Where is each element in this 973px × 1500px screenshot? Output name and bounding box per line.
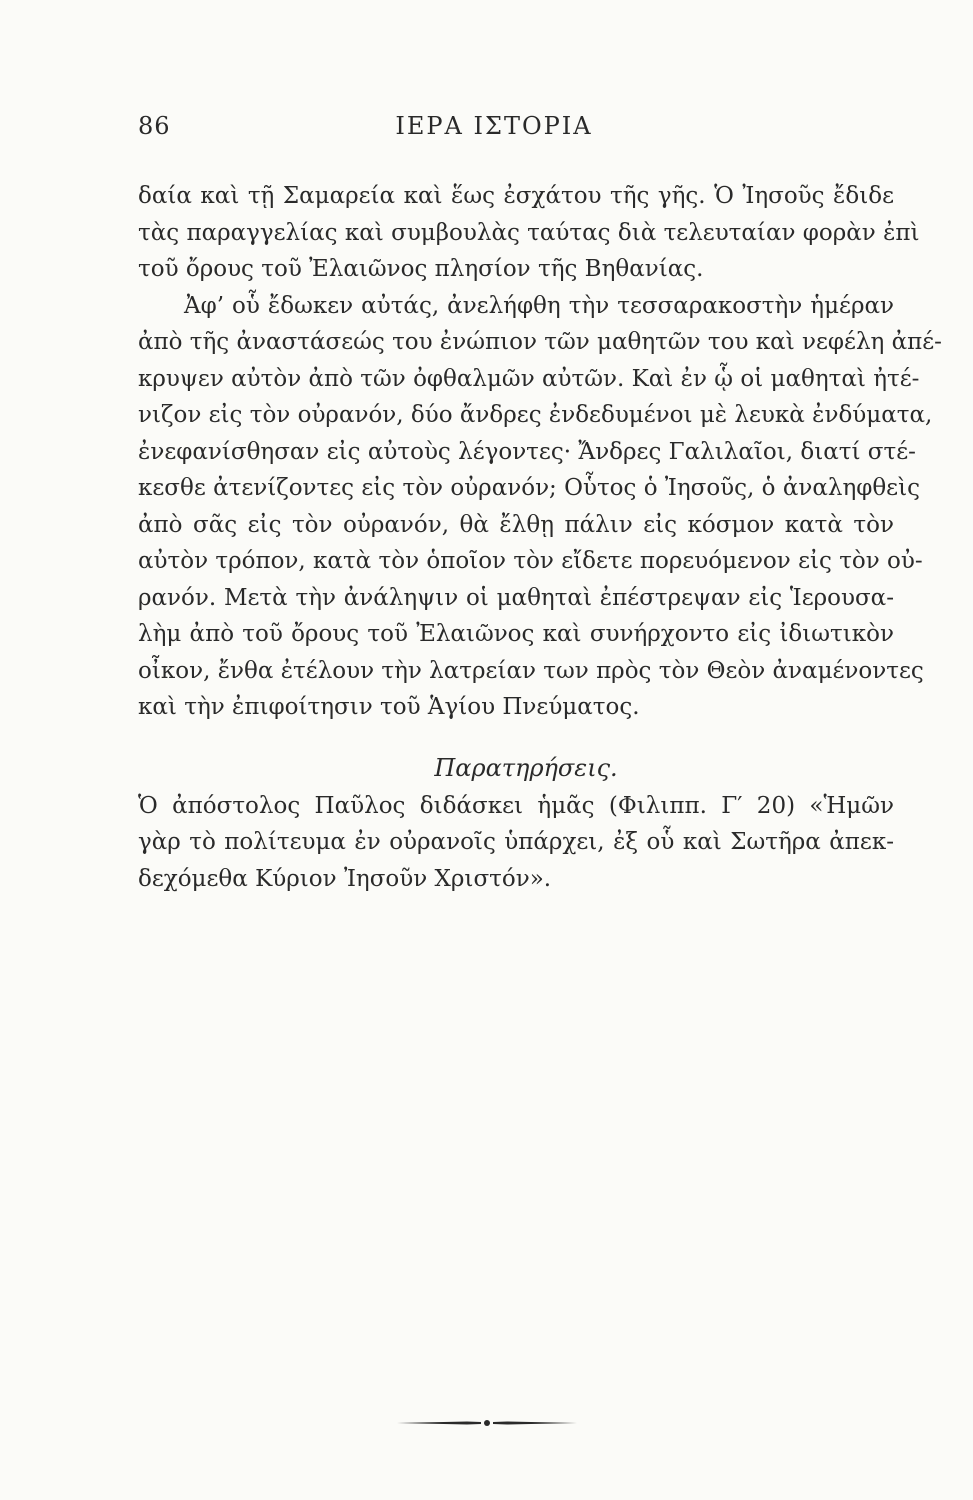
text-line: τοῦ ὄρους τοῦ Ἐλαιῶνος πλησίον τῆς Βηθανίας. bbox=[138, 256, 704, 282]
text-line: κρυψεν αὐτὸν ἀπὸ τῶν ὀφθαλμῶν αὐτῶν. Καὶ ἐν ᾧ οἱ μαθηταὶ ἠτέ- bbox=[138, 365, 920, 392]
text-line: δαία καὶ τῇ Σαμαρεία καὶ ἕως ἐσχάτου τῆς γῆς. Ὁ Ἰησοῦς ἔδιδε bbox=[138, 183, 894, 209]
text-line: Ὁ ἀπόστολος Παῦλος διδάσκει ἡμᾶς (Φιλιππ. Γ′ 20) «Ἡμῶν bbox=[138, 792, 894, 819]
text-line: Ἀφ’ οὗ ἔδωκεν αὐτάς, ἀνελήφθη τὴν τεσσαρακοστὴν ἡμέραν bbox=[184, 292, 894, 319]
running-title: ΙΕΡΑ ΙΣΤΟΡΙΑ bbox=[395, 112, 593, 140]
text-line: δεχόμεθα Κύριον Ἰησοῦν Χριστόν». bbox=[138, 865, 552, 892]
text-line: οἶκον, ἔνθα ἐτέλουν τὴν λατρείαν των πρὸς τὸν Θεὸν ἀναμένοντες bbox=[138, 657, 924, 684]
paragraph-1 bbox=[138, 178, 920, 288]
page-header bbox=[138, 112, 838, 144]
text-line: γὰρ τὸ πολίτευμα ἐν οὐρανοῖς ὑπάρχει, ἐξ οὗ καὶ Σωτῆρα ἀπεκ- bbox=[138, 829, 894, 855]
text-line: ρανόν. Μετὰ τὴν ἀνάληψιν οἱ μαθηταὶ ἐπέστρεψαν εἰς Ἱερουσα- bbox=[138, 584, 894, 611]
text-line: αὐτὸν τρόπον, κατὰ τὸν ὁποῖον τὸν εἴδετε πορευόμενον εἰς τὸν οὐ- bbox=[138, 548, 923, 574]
text-line: τὰς παραγγελίας καὶ συμβουλὰς ταύτας διὰ τελευταίαν φορὰν ἐπὶ bbox=[138, 219, 920, 246]
text-line: νιζον εἰς τὸν οὐρανόν, δύο ἄνδρες ἐνδεδυμένοι μὲ λευκὰ ἐνδύματα, bbox=[138, 402, 933, 428]
text-line: καὶ τὴν ἐπιφοίτησιν τοῦ Ἁγίου Πνεύματος. bbox=[138, 694, 640, 720]
paragraph-2 bbox=[138, 288, 942, 726]
text-line: λὴμ ἀπὸ τοῦ ὄρους τοῦ Ἐλαιῶνος καὶ συνήρχοντο εἰς ἰδιωτικὸν bbox=[138, 621, 894, 647]
page-body bbox=[138, 178, 942, 897]
text-line: ἀπὸ σᾶς εἰς τὸν οὐρανόν, θὰ ἔλθῃ πάλιν εἰς κόσμον κατὰ τὸν bbox=[138, 511, 894, 538]
text-line: ἐνεφανίσθησαν εἰς αὐτοὺς λέγοντες· Ἄνδρες Γαλιλαῖοι, διατί στέ- bbox=[138, 438, 916, 465]
text-line: ἀπὸ τῆς ἀναστάσεώς του ἐνώπιον τῶν μαθητῶν του καὶ νεφέλη ἀπέ- bbox=[138, 329, 942, 355]
text-line: κεσθε ἀτενίζοντες εἰς τὸν οὐρανόν; Οὗτος ὁ Ἰησοῦς, ὁ ἀναληφθεὶς bbox=[138, 475, 920, 501]
ornamental-rule bbox=[397, 1419, 577, 1427]
remarks-paragraph bbox=[138, 788, 894, 898]
page-number: 86 bbox=[138, 112, 171, 140]
remarks-heading: Παρατηρήσεις. bbox=[434, 753, 618, 782]
